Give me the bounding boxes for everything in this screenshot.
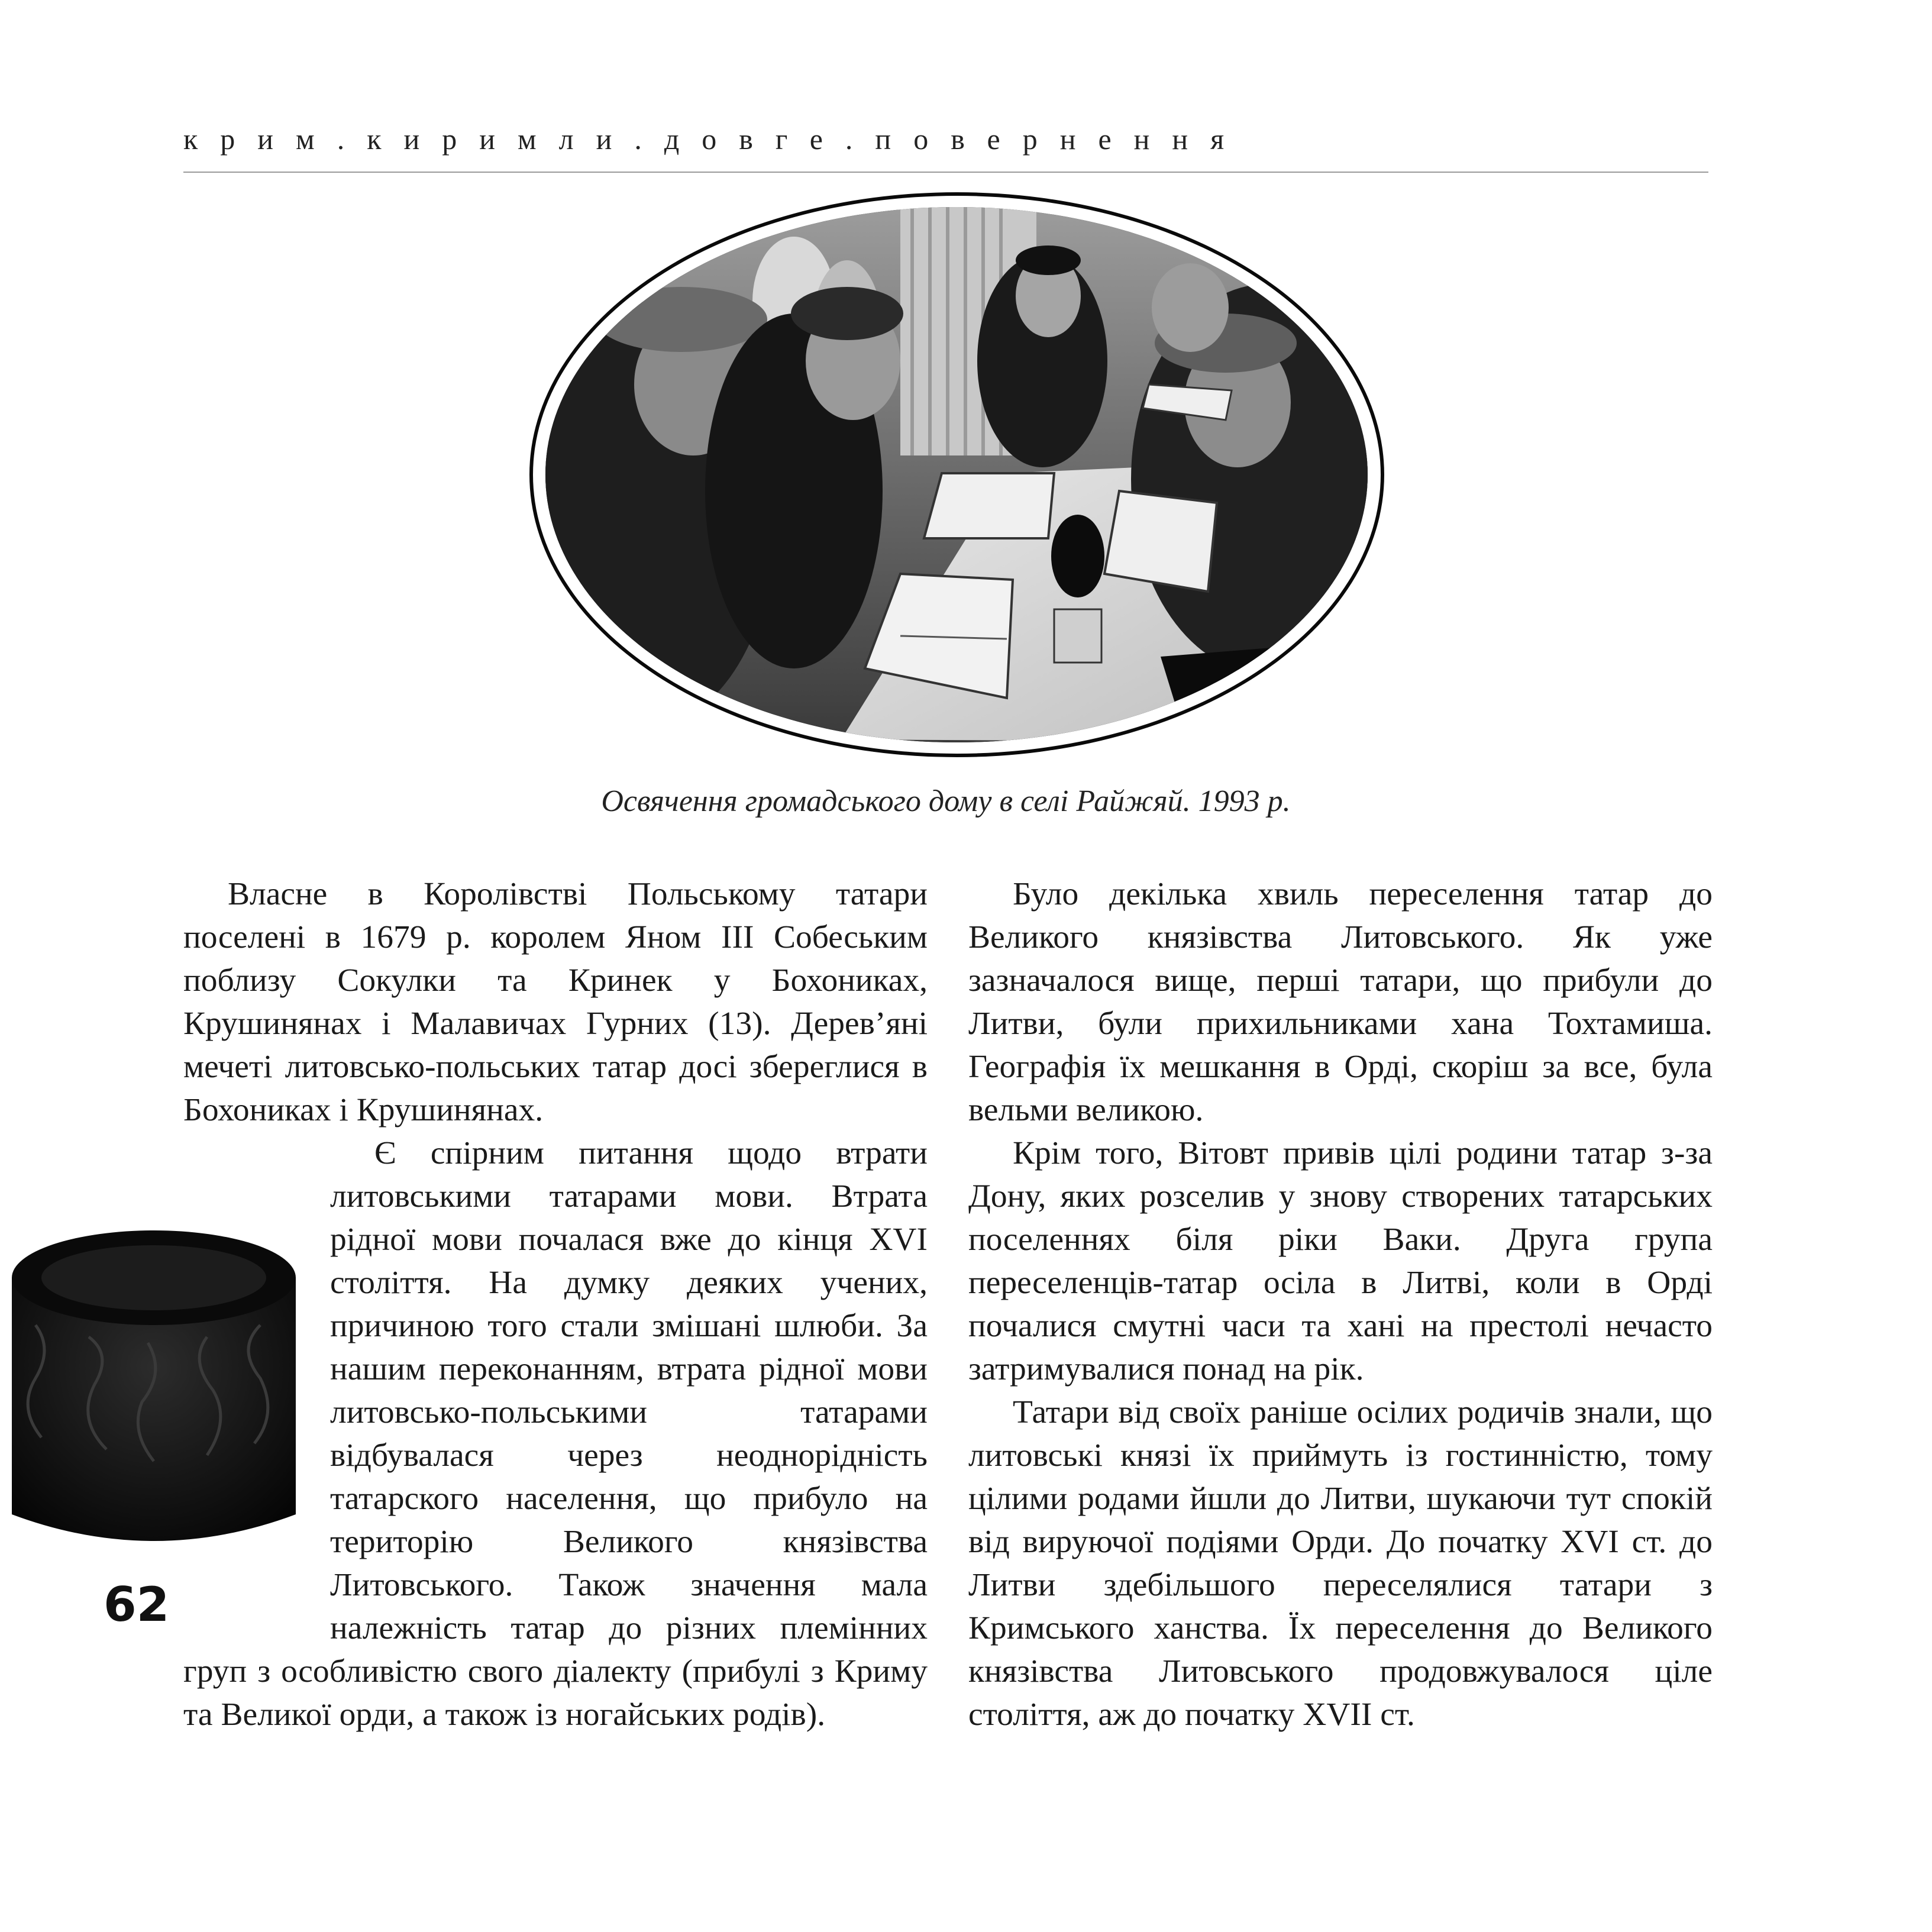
right-column <box>968 873 1713 1736</box>
left-paragraph-2: Є спірним питання щодо втрати литовськими татарами мови. Втрата рідної мови почалася вже до кінця XVI століття. На думку деяких учених, причиною того стали змішані шлюби. За нашим переконанням, втрата рідної мови литовсько-польськими татарами відбувалася через неоднорідність татарского населення, що прибуло на територію Великого князівства Литовського. Також значення мала належність татар до різних племінних груп з особливістю свого діалекту (прибулі з Криму та Великої орди, а також із ногайських родів). <box>183 1135 928 1733</box>
running-header: крим.киримли.довге.повернення <box>183 122 1247 156</box>
header-rule <box>183 172 1708 173</box>
right-paragraph-1: Було декілька хвиль переселення татар до Великого князівства Литовського. Як уже зазначалося вище, перші татари, що прибули до Литви, були прихильниками хана Тохтамиша. Географія їх мешкання в Орді, скоріш за все, була вельми великою. <box>968 876 1713 1128</box>
photo-oval-icon <box>545 207 1368 742</box>
page-number: 62 <box>104 1577 170 1632</box>
right-paragraph-2: Крім того, Вітовт привів цілі родини татар з-за Дону, яких розселив у знову створених татарських поселеннях біля ріки Ваки. Друга група переселенців-татар осіла в Литві, коли в Орді почалися смутні часи та хані на престолі нечасто затримувалися понад на рік. <box>968 1135 1713 1387</box>
right-paragraph-3: Татари від своїх раніше осілих родичів знали, що литовські князі їх приймуть із гостинністю, тому цілими родами йшли до Литви, шукаючи тут спокій від вируючої подіями Орди. До початку XVI ст. до Литви здебільшого переселялися татари з Кримського ханства. Їх переселення до Великого князівства Литовського продовжувалося ціле століття, аж до початку XVII ст. <box>968 1394 1713 1733</box>
oval-photo <box>545 207 1368 742</box>
photo-caption: Освячення громадського дому в селі Райжяй. 1993 р. <box>601 784 1291 818</box>
fur-hat-icon <box>0 1207 308 1568</box>
left-paragraph-1: Власне в Королівстві Польському татари поселені в 1679 р. королем Яном III Собеським поблизу Сокулки та Кринек у Бохониках, Крушинянах і Малавичах Гурних (13). Дерев’яні мечеті литовсько-польських татар досі збереглися в Бохониках і Крушинянах. <box>183 876 928 1128</box>
